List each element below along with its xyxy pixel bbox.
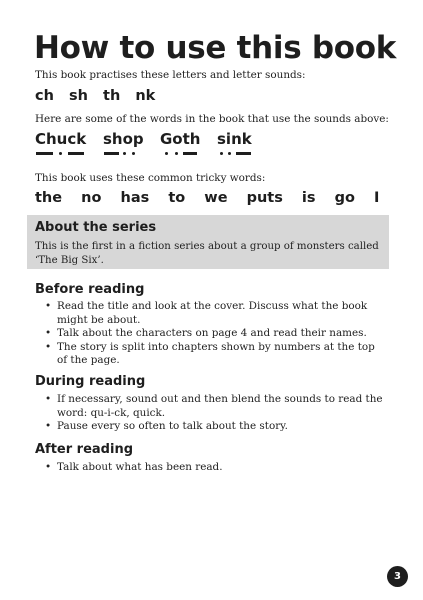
sound-dot <box>165 152 168 155</box>
before-reading-list <box>45 300 385 368</box>
sound-dot <box>175 152 178 155</box>
example-word <box>160 130 200 148</box>
list-item: • Pause every so often to talk about the story. <box>45 420 385 434</box>
after-reading-list <box>45 461 385 475</box>
example-word <box>35 130 86 148</box>
tricky-word: we <box>204 190 228 206</box>
tricky-words-list <box>35 190 393 206</box>
list-item: • Talk about what has been read. <box>45 461 385 475</box>
sounds-list <box>35 88 165 104</box>
digraph-dash <box>36 152 53 155</box>
about-series-box <box>27 215 389 269</box>
before-reading-heading: Before reading <box>35 282 145 297</box>
tricky-word: to <box>168 190 186 206</box>
list-item: • If necessary, sound out and then blend the sounds to read the word: qu-i-ck, quick. <box>45 393 385 420</box>
sound-item: nk <box>135 88 156 104</box>
about-series-text: This is the first in a fiction series about a group of monsters called ‘The Big Six’. <box>35 241 379 266</box>
during-reading-list <box>45 393 385 434</box>
example-word <box>217 130 252 148</box>
intro-words-text: Here are some of the words in the book that use the sounds above: <box>35 113 389 125</box>
intro-letters-text: This book practises these letters and letter sounds: <box>35 69 306 81</box>
sound-dot <box>228 152 231 155</box>
tricky-word: go <box>334 190 355 206</box>
example-word-text: Goth <box>160 130 201 148</box>
tricky-word: has <box>120 190 150 206</box>
about-series-heading: About the series <box>35 220 157 235</box>
sound-dot <box>59 152 62 155</box>
digraph-dash <box>236 152 251 155</box>
example-word <box>103 130 144 148</box>
list-item: • Talk about the characters on page 4 and read their names. <box>45 327 385 341</box>
intro-tricky-text: This book uses these common tricky words: <box>35 172 266 184</box>
sound-item: ch <box>35 88 54 104</box>
list-item: • The story is split into chapters shown by numbers at the top of the page. <box>45 341 385 368</box>
example-word-text: Chuck <box>35 130 87 148</box>
tricky-word: I <box>374 190 380 206</box>
digraph-dash <box>183 152 197 155</box>
sound-dot <box>123 152 126 155</box>
sound-item: th <box>103 88 121 104</box>
example-word-text: shop <box>103 130 144 148</box>
tricky-word: the <box>35 190 63 206</box>
sound-dot <box>132 152 135 155</box>
sound-item: sh <box>68 88 88 104</box>
example-word-text: sink <box>217 130 252 148</box>
tricky-word: is <box>301 190 316 206</box>
during-reading-heading: During reading <box>35 374 146 389</box>
list-item: • Read the title and look at the cover. Discuss what the book might be about. <box>45 300 385 327</box>
tricky-word: no <box>81 190 102 206</box>
sound-dot <box>220 152 223 155</box>
page-title: How to use this book <box>34 30 397 66</box>
tricky-word: puts <box>246 190 283 206</box>
digraph-dash <box>104 152 119 155</box>
after-reading-heading: After reading <box>35 442 134 457</box>
digraph-dash <box>68 152 84 155</box>
page-number: 3 <box>387 566 408 587</box>
